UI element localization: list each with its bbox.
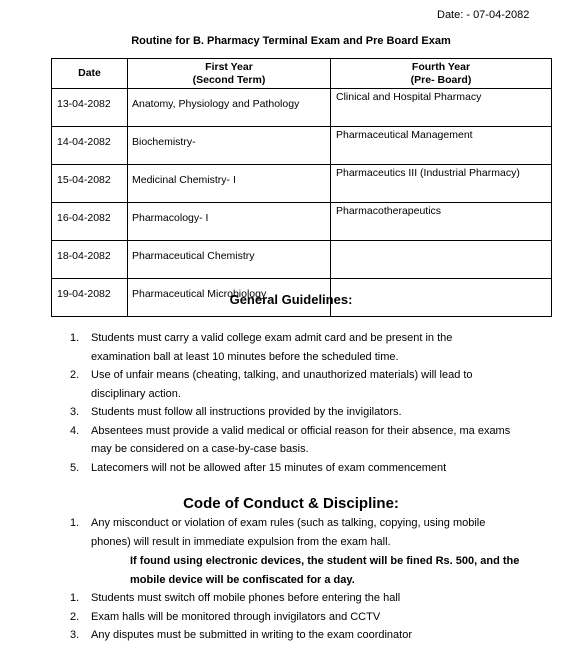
row-date: 14-04-2082 (52, 127, 128, 165)
list-item (70, 589, 520, 608)
table-row (52, 89, 552, 127)
list-item (70, 366, 520, 403)
header-first-year (128, 59, 331, 89)
header-fourth-year (331, 59, 552, 89)
row-fourth-year-subject: Pharmaceutical Management (331, 127, 552, 165)
list-item-number: 3. (70, 629, 80, 641)
conduct-list-intro (70, 514, 520, 551)
list-item-text-continued: examination ball at least 10 minutes before the scheduled time. (91, 350, 399, 363)
table-row (52, 127, 552, 165)
row-first-year-subject: Biochemistry- (128, 127, 331, 165)
list-item (70, 626, 520, 645)
row-first-year-subject: Pharmaceutical Chemistry (128, 241, 331, 279)
list-item-number: 1. (70, 592, 80, 604)
guidelines-heading: General Guidelines: (229, 292, 353, 307)
list-item (70, 459, 520, 478)
list-item (70, 608, 520, 627)
list-item-text: Students must follow all instructions provided by the invigilators. (91, 406, 402, 418)
header-fourth-year-sub: (Pre- Board) (410, 73, 472, 86)
fine-notice-line: If found using electronic devices, the student will be fined Rs. 500, and the (130, 555, 520, 567)
list-item-text: Use of unfair means (cheating, talking, and unauthorized materials) will lead to (91, 369, 473, 381)
list-item-text: Any misconduct or violation of exam rules (such as talking, copying, using mobile (91, 517, 486, 529)
row-date: 15-04-2082 (52, 165, 128, 203)
exam-routine-table (51, 58, 552, 317)
row-fourth-year-subject: Clinical and Hospital Pharmacy (331, 89, 552, 127)
list-item-number: 4. (70, 424, 80, 437)
list-item-number: 1. (70, 332, 80, 344)
list-item-text: Any disputes must be submitted in writing to the exam coordinator (91, 629, 412, 641)
conduct-list (70, 589, 520, 645)
table-row (52, 241, 552, 279)
header-first-year-sub: (Second Term) (192, 73, 266, 86)
list-item-text-continued: disciplinary action. (91, 387, 181, 400)
list-item (70, 422, 520, 459)
conduct-heading: Code of Conduct & Discipline: (183, 495, 399, 512)
row-first-year-subject: Anatomy, Physiology and Pathology (128, 89, 331, 127)
row-date: 19-04-2082 (52, 279, 128, 317)
list-item-number: 5. (70, 461, 80, 474)
list-item-number: 2. (70, 369, 80, 381)
fine-notice-line: mobile device will be confiscated for a day. (130, 573, 355, 586)
row-date: 16-04-2082 (52, 203, 128, 241)
list-item-number: 1. (70, 517, 80, 529)
list-item (70, 514, 520, 551)
row-date: 18-04-2082 (52, 241, 128, 279)
table-header-row (52, 59, 552, 89)
row-fourth-year-subject (331, 241, 552, 279)
list-item-number: 3. (70, 406, 80, 418)
header-fourth-year-label: Fourth Year (411, 60, 471, 73)
list-item (70, 403, 520, 422)
header-date: Date (52, 59, 128, 89)
list-item-text: Students must switch off mobile phones before entering the hall (91, 592, 401, 604)
list-item-text: Students must carry a valid college exam admit card and be present in the (91, 332, 453, 344)
row-fourth-year-subject: Pharmaceutics III (Industrial Pharmacy) (331, 165, 552, 203)
list-item-text: Absentees must provide a valid medical or official reason for their absence, ma exams (91, 424, 511, 437)
list-item-text: Latecomers will not be allowed after 15 minutes of exam commencement (91, 461, 447, 474)
row-first-year-subject: Pharmacology- I (128, 203, 331, 241)
table-row (52, 203, 552, 241)
document-date: Date: - 07-04-2082 (437, 9, 530, 21)
row-fourth-year-subject: Pharmacotherapeutics (331, 203, 552, 241)
row-date: 13-04-2082 (52, 89, 128, 127)
table-row (52, 165, 552, 203)
row-first-year-subject: Medicinal Chemistry- I (128, 165, 331, 203)
row-first-year-subject: Pharmaceutical Microbiology (128, 279, 331, 317)
list-item (70, 329, 520, 366)
list-item-text-continued: phones) will result in immediate expulsion from the exam hall. (91, 535, 391, 548)
fine-notice (130, 552, 550, 589)
document-title: Routine for B. Pharmacy Terminal Exam and Pre Board Exam (131, 35, 451, 47)
list-item-number: 2. (70, 610, 80, 623)
header-first-year-label: First Year (205, 60, 253, 73)
list-item-text: Exam halls will be monitored through invigilators and CCTV (91, 610, 381, 623)
guidelines-list (70, 329, 520, 477)
list-item-text-continued: may be considered on a case-by-case basis. (91, 443, 309, 455)
